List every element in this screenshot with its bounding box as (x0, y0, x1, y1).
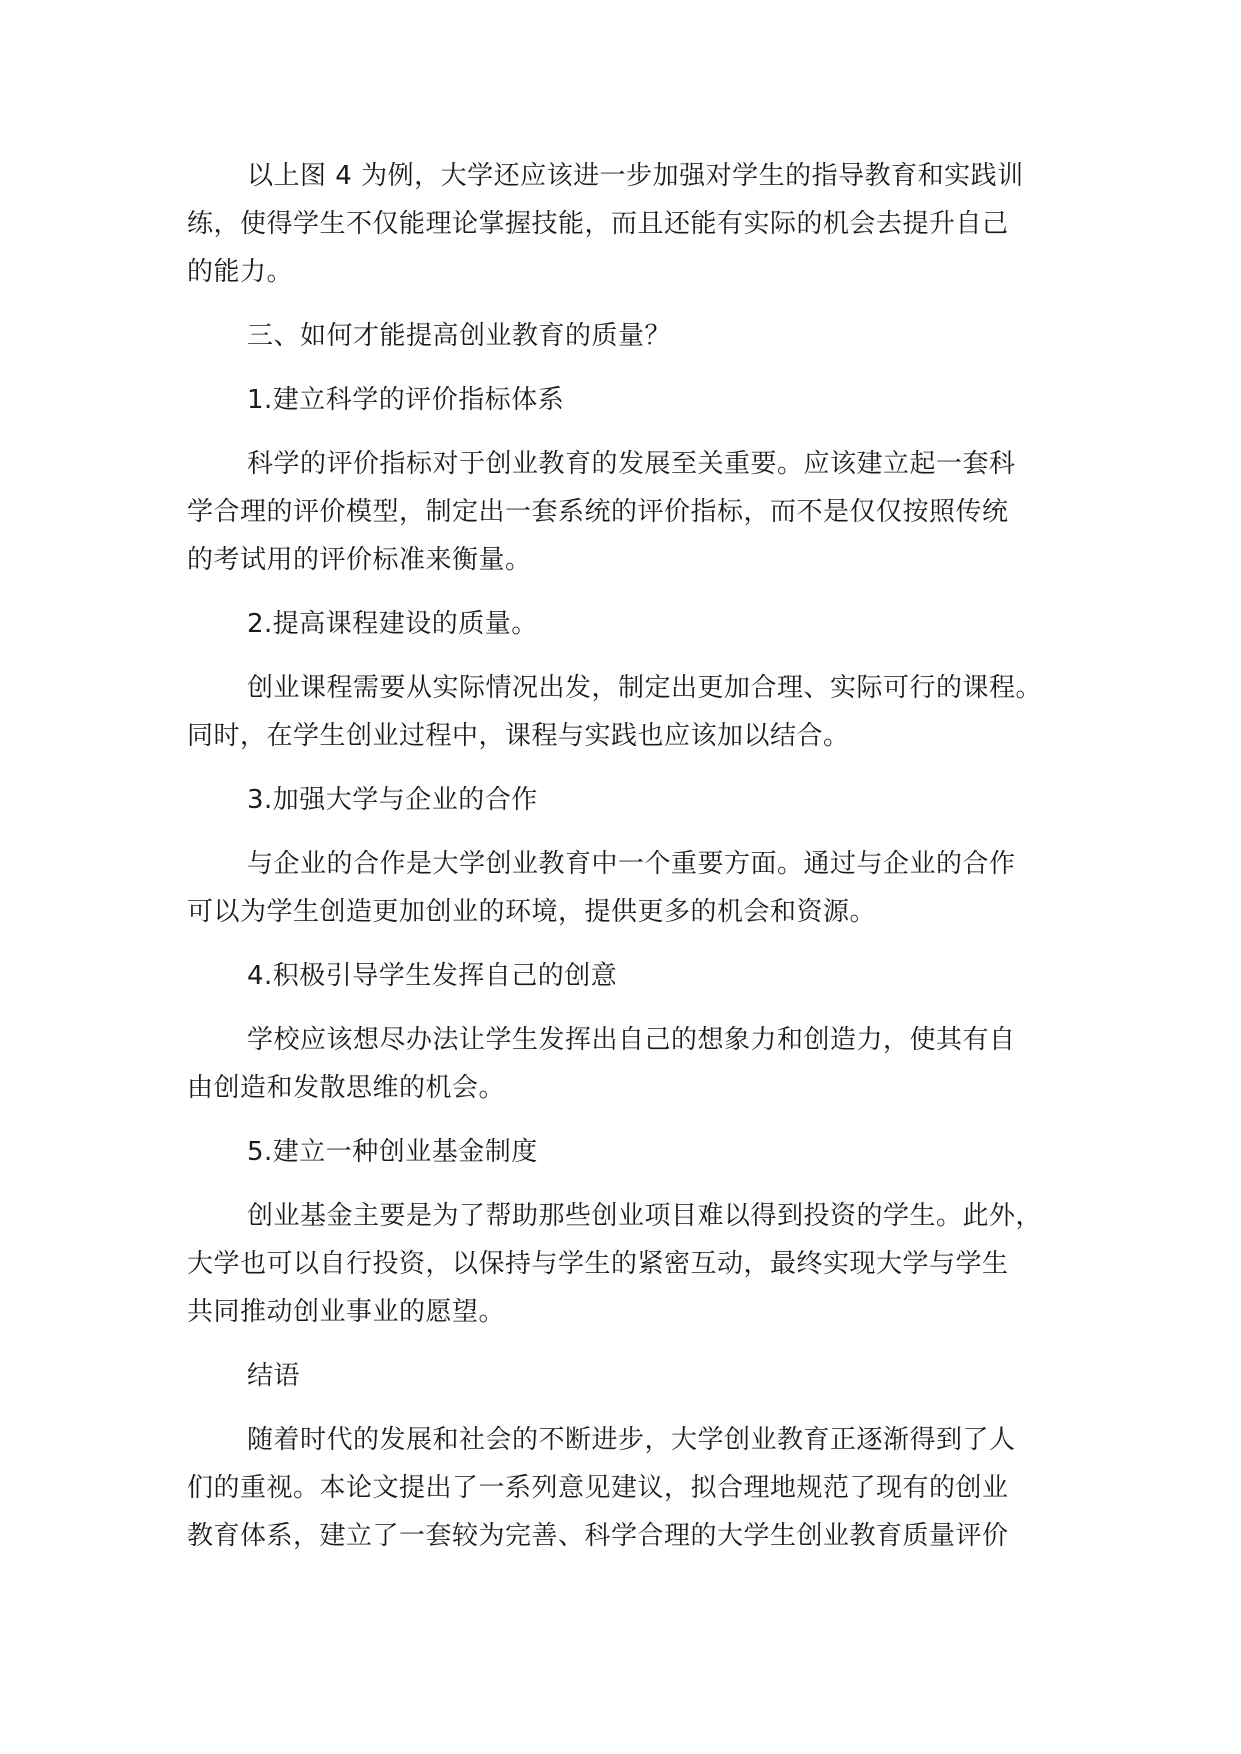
heading-text: 结语 (247, 1361, 301, 1391)
paragraph-conclusion (187, 1416, 1077, 1560)
text-line: 共同推动创业事业的愿望。 (187, 1297, 506, 1327)
paragraph-creativity (187, 1016, 1077, 1112)
text-line: 学校应该想尽办法让学生发挥出自己的想象力和创造力，使其有自 (247, 1025, 1016, 1055)
conclusion-heading (187, 1352, 1077, 1400)
paragraph-curriculum (187, 664, 1077, 760)
heading-text: 3.加强大学与企业的合作 (247, 785, 538, 815)
text-line: 的考试用的评价标准来衡量。 (187, 545, 532, 575)
document-page (187, 152, 1077, 1576)
text-line: 与企业的合作是大学创业教育中一个重要方面。通过与企业的合作 (247, 849, 1016, 879)
text-line: 科学的评价指标对于创业教育的发展至关重要。应该建立起一套科 (247, 449, 1016, 479)
text-line: 学合理的评价模型，制定出一套系统的评价指标，而不是仅仅按照传统 (187, 497, 1009, 527)
text-line: 由创造和发散思维的机会。 (187, 1073, 506, 1103)
text-line: 创业课程需要从实际情况出发，制定出更加合理、实际可行的课程。 (247, 673, 1043, 703)
heading-text: 2.提高课程建设的质量。 (247, 609, 538, 639)
text-line: 随着时代的发展和社会的不断进步，大学创业教育正逐渐得到了人 (247, 1425, 1016, 1455)
heading-text: 4.积极引导学生发挥自己的创意 (247, 961, 618, 991)
text-line: 以上图 4 为例，大学还应该进一步加强对学生的指导教育和实践训 (247, 161, 1024, 191)
heading-text: 1.建立科学的评价指标体系 (247, 385, 565, 415)
heading-text: 三、如何才能提高创业教育的质量？ (247, 321, 672, 351)
text-line: 练，使得学生不仅能理论掌握技能，而且还能有实际的机会去提升自己 (187, 209, 1009, 239)
section-heading-3 (187, 312, 1077, 360)
text-line: 大学也可以自行投资，以保持与学生的紧密互动，最终实现大学与学生 (187, 1249, 1009, 1279)
paragraph-figure4 (187, 152, 1077, 296)
text-line: 们的重视。本论文提出了一系列意见建议，拟合理地规范了现有的创业 (187, 1473, 1009, 1503)
subheading-5 (187, 1128, 1077, 1176)
text-line: 可以为学生创造更加创业的环境，提供更多的机会和资源。 (187, 897, 877, 927)
text-line: 教育体系，建立了一套较为完善、科学合理的大学生创业教育质量评价 (187, 1521, 1009, 1551)
text-line: 创业基金主要是为了帮助那些创业项目难以得到投资的学生。此外， (247, 1201, 1043, 1231)
paragraph-fund (187, 1192, 1077, 1336)
text-line: 同时，在学生创业过程中，课程与实践也应该加以结合。 (187, 721, 850, 751)
subheading-4 (187, 952, 1077, 1000)
paragraph-enterprise (187, 840, 1077, 936)
paragraph-evaluation (187, 440, 1077, 584)
subheading-2 (187, 600, 1077, 648)
subheading-1 (187, 376, 1077, 424)
text-line: 的能力。 (187, 257, 294, 287)
heading-text: 5.建立一种创业基金制度 (247, 1137, 538, 1167)
subheading-3 (187, 776, 1077, 824)
